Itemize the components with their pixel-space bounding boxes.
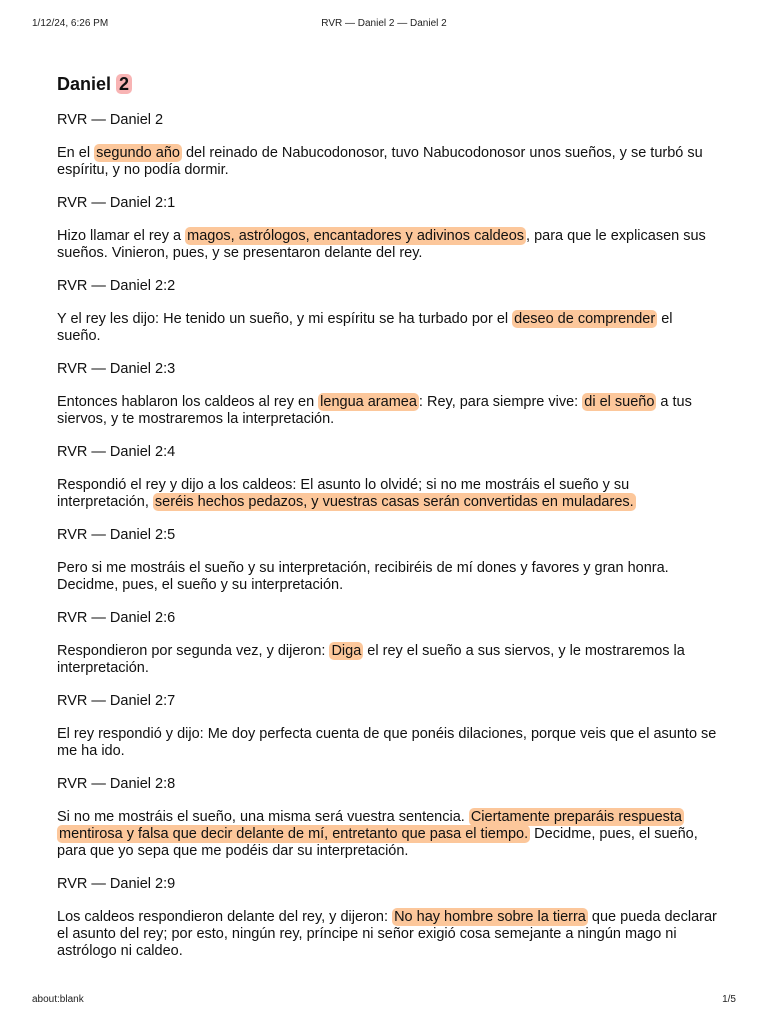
chapter-title-text: Daniel <box>57 74 112 94</box>
highlight-span: seréis hechos pedazos, y vuestras casas serán convertidas en muladares. <box>154 494 634 510</box>
verse-text-span: el sueño. <box>57 311 673 344</box>
verse-reference: RVR — Daniel 2:9 <box>57 876 176 892</box>
highlight-span: di el sueño <box>584 394 655 410</box>
verse-reference: RVR — Daniel 2:4 <box>57 444 176 460</box>
verse-text-span: Si no me mostráis el sueño, una misma será vuestra sentencia. <box>57 809 469 825</box>
print-datetime: 1/12/24, 6:26 PM <box>32 18 109 29</box>
highlight-span: magos, astrólogos, encantadores y adivinos caldeos <box>187 228 525 244</box>
verse-text-span: : Rey, para siempre vive: <box>418 394 583 410</box>
verse-text <box>57 726 717 760</box>
highlight-span: Diga <box>331 643 362 659</box>
verse-reference: RVR — Daniel 2 <box>57 112 164 128</box>
verse-text-span: a tus siervos, y te mostraremos la interpretación. <box>57 394 692 427</box>
verse-text <box>57 477 717 511</box>
verse-text-span: El rey respondió y dijo: Me doy perfecta cuenta de que ponéis dilaciones, porque veis que el asunto se me ha ido. <box>57 726 717 759</box>
verse-text-span: Respondió el rey y dijo a los caldeos: El asunto lo olvidé; si no me mostráis el sueño y su interpretación, <box>57 477 630 510</box>
chapter-title <box>57 70 717 98</box>
print-footer <box>0 994 768 1008</box>
verse-reference: RVR — Daniel 2:6 <box>57 610 176 626</box>
verse-text-span: , para que le explicasen sus sueños. Vinieron, pues, y se presentaron delante del rey. <box>57 228 706 261</box>
verse-text-span: Y el rey les dijo: He tenido un sueño, y mi espíritu se ha turbado por el <box>57 311 513 327</box>
print-page-title: RVR — Daniel 2 — Daniel 2 <box>321 18 447 29</box>
highlight-span: Ciertamente preparáis respuesta mentirosa y falsa que decir delante de mí, entretanto que pasa el tiempo. <box>59 809 682 842</box>
verse-reference: RVR — Daniel 2:2 <box>57 278 176 294</box>
verse-text-span: que pueda declarar el asunto del rey; por esto, ningún rey, príncipe ni señor exigió cosa semejante a ningún mago ni astrólogo ni caldeo. <box>57 909 717 959</box>
verse-text-span: el rey el sueño a sus siervos, y le mostraremos la interpretación. <box>57 643 685 676</box>
verse-reference: RVR — Daniel 2:1 <box>57 195 176 211</box>
verse-text-span: Entonces hablaron los caldeos al rey en <box>57 394 319 410</box>
print-header <box>0 18 768 32</box>
chapter-number: 2 <box>116 74 132 94</box>
verse-text <box>57 145 717 179</box>
verse-text-span: Hizo llamar el rey a <box>57 228 186 244</box>
verse-text-span: Decidme, pues, el sueño, para que yo sepa que me podéis dar su interpretación. <box>57 826 698 859</box>
highlight-span: deseo de comprender <box>514 311 656 327</box>
verse-text <box>57 228 717 262</box>
verse-text <box>57 809 717 860</box>
highlight-span: No hay hombre sobre la tierra <box>394 909 586 925</box>
verse-text <box>57 909 717 960</box>
verse-text <box>57 311 717 345</box>
verse-text-span: Respondieron por segunda vez, y dijeron: <box>57 643 330 659</box>
verse-reference: RVR — Daniel 2:8 <box>57 776 176 792</box>
highlight-span: lengua aramea <box>320 394 417 410</box>
print-url: about:blank <box>32 994 84 1005</box>
verse-reference: RVR — Daniel 2:3 <box>57 361 176 377</box>
verse-text-span: Pero si me mostráis el sueño y su interpretación, recibiréis de mí dones y favores y gran honra. Decidme, pues, el sueño y su interpretación. <box>57 560 669 593</box>
print-page-count: 1/5 <box>722 994 736 1005</box>
verse-reference: RVR — Daniel 2:7 <box>57 693 176 709</box>
verse-text-span: Los caldeos respondieron delante del rey, y dijeron: <box>57 909 393 925</box>
verse-text <box>57 560 717 594</box>
verse-text-span: del reinado de Nabucodonosor, tuvo Nabucodonosor unos sueños, y se turbó su espíritu, y no podía dormir. <box>57 145 703 178</box>
verse-text-span: En el <box>57 145 95 161</box>
verse-text <box>57 643 717 677</box>
verse-text <box>57 394 717 428</box>
verse-reference: RVR — Daniel 2:5 <box>57 527 176 543</box>
highlight-span: segundo año <box>96 145 180 161</box>
document-content <box>57 70 717 976</box>
verse-list <box>57 112 717 960</box>
